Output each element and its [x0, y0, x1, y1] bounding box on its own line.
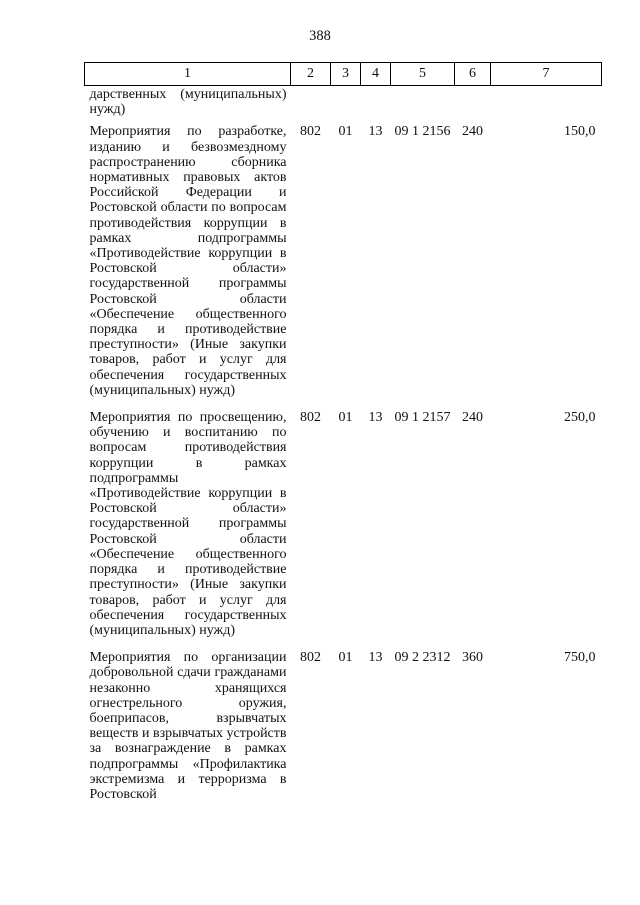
row-expense-type: 240 [462, 410, 483, 426]
header-col-4: 4 [361, 63, 391, 86]
header-col-6: 6 [455, 63, 491, 86]
row-description: Мероприятия по разработке, изданию и безвозмездному распространению сборника нормативных правовых актов Российской Федерации и Ростовской области по вопросам противодействия коррупции в рамках подпрограммы «Противодействие коррупции в Ростовской области» государственной программы Ростовской области «Обеспечение общественного порядка и противодействие преступности» (Иные закупки товаров, работ и услуг для обеспечения государственных (муниципальных) нужд) [89, 124, 287, 398]
row-subsection: 13 [368, 650, 383, 666]
row-target-article: 09 2 2312 [394, 650, 451, 666]
table-row [85, 649, 602, 813]
row-expense-type: 360 [462, 650, 483, 666]
row-amount [491, 86, 602, 124]
row-subsection: 13 [368, 124, 383, 140]
row-ministry-code: 802 [300, 410, 321, 426]
row-target-article: 09 1 2157 [394, 410, 451, 426]
row-section: 01 [338, 410, 353, 426]
row-amount: 150,0 [564, 124, 596, 140]
header-col-7: 7 [491, 63, 602, 86]
row-section [331, 86, 361, 124]
table-row [85, 123, 602, 409]
row-amount: 750,0 [564, 650, 596, 666]
row-expense-type [455, 86, 491, 124]
row-description: дарственных (муниципальных) нужд) [89, 87, 287, 118]
budget-table [84, 62, 602, 813]
row-subsection [361, 86, 391, 124]
row-expense-type: 240 [462, 124, 483, 140]
row-description: Мероприятия по просвещению, обучению и воспитанию по вопросам противодействия коррупции в рамках подпрограммы «Противодействие коррупции в Ростовской области» государственной программы Ростовской области «Обеспечение общественного порядка и противодействие преступности» (Иные закупки товаров, работ и услуг для обеспечения государственных (муниципальных) нужд) [89, 410, 287, 638]
row-amount: 250,0 [564, 410, 596, 426]
table-row [85, 409, 602, 649]
header-col-1: 1 [85, 63, 291, 86]
row-section: 01 [338, 124, 353, 140]
page-number: 388 [309, 28, 331, 44]
row-subsection: 13 [368, 410, 383, 426]
header-col-2: 2 [291, 63, 331, 86]
row-target-article [391, 86, 455, 124]
row-section: 01 [338, 650, 353, 666]
header-col-5: 5 [391, 63, 455, 86]
table-row [85, 86, 602, 124]
row-description: Мероприятия по организации добровольной сдачи гражданами незаконно хранящихся огнестрельного оружия, боеприпасов, взрывчатых веществ и взрывчатых устройств за вознаграждение в рамках подпрограммы «Профилактика экстремизма и терроризма в Ростовской [89, 650, 287, 802]
row-ministry-code [291, 86, 331, 124]
row-target-article: 09 1 2156 [394, 124, 451, 140]
header-col-3: 3 [331, 63, 361, 86]
row-ministry-code: 802 [300, 124, 321, 140]
header-row [85, 63, 602, 86]
row-ministry-code: 802 [300, 650, 321, 666]
